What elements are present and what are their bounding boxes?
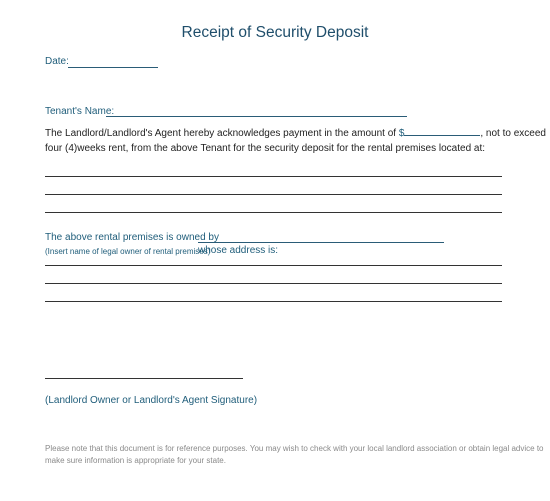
- premises-address-line-1[interactable]: [45, 176, 502, 177]
- date-field[interactable]: [68, 67, 158, 68]
- owner-hint: (Insert name of legal owner of rental premises): [45, 247, 211, 256]
- signature-line[interactable]: [45, 378, 243, 379]
- owned-by-label: The above rental premises is owned by: [45, 232, 219, 243]
- acknowledgement-paragraph: [45, 126, 546, 156]
- dollar-sign: $: [398, 128, 405, 139]
- premises-address-line-3[interactable]: [45, 212, 502, 213]
- ack-text-part1: The Landlord/Landlord's Agent hereby acknowledges payment in the amount of: [45, 128, 397, 139]
- footer-note-line-2: make sure information is appropriate for your state.: [45, 455, 226, 465]
- premises-address-line-2[interactable]: [45, 194, 502, 195]
- tenant-name-field[interactable]: [106, 116, 407, 117]
- owner-name-field[interactable]: [198, 242, 444, 243]
- date-label: Date:: [45, 56, 69, 67]
- owner-address-line-1[interactable]: [45, 265, 502, 266]
- owner-address-line-2[interactable]: [45, 283, 502, 284]
- document-title: Receipt of Security Deposit: [181, 24, 369, 41]
- owner-address-line-3[interactable]: [45, 301, 502, 302]
- tenant-name-label: Tenant's Name:: [45, 106, 115, 117]
- ack-text-part2: , not to exceed: [480, 128, 546, 139]
- signature-label: (Landlord Owner or Landlord's Agent Signature): [45, 395, 258, 406]
- footer-note: [45, 443, 544, 466]
- footer-note-line-1: Please note that this document is for reference purposes. You may wish to check with your local landlord association or obtain legal advice to: [45, 444, 544, 453]
- ack-text-line2: four (4)weeks rent, from the above Tenant for the security deposit for the rental premises located at:: [45, 143, 486, 154]
- owner-address-label: whose address is:: [198, 245, 279, 256]
- amount-field[interactable]: [404, 126, 480, 136]
